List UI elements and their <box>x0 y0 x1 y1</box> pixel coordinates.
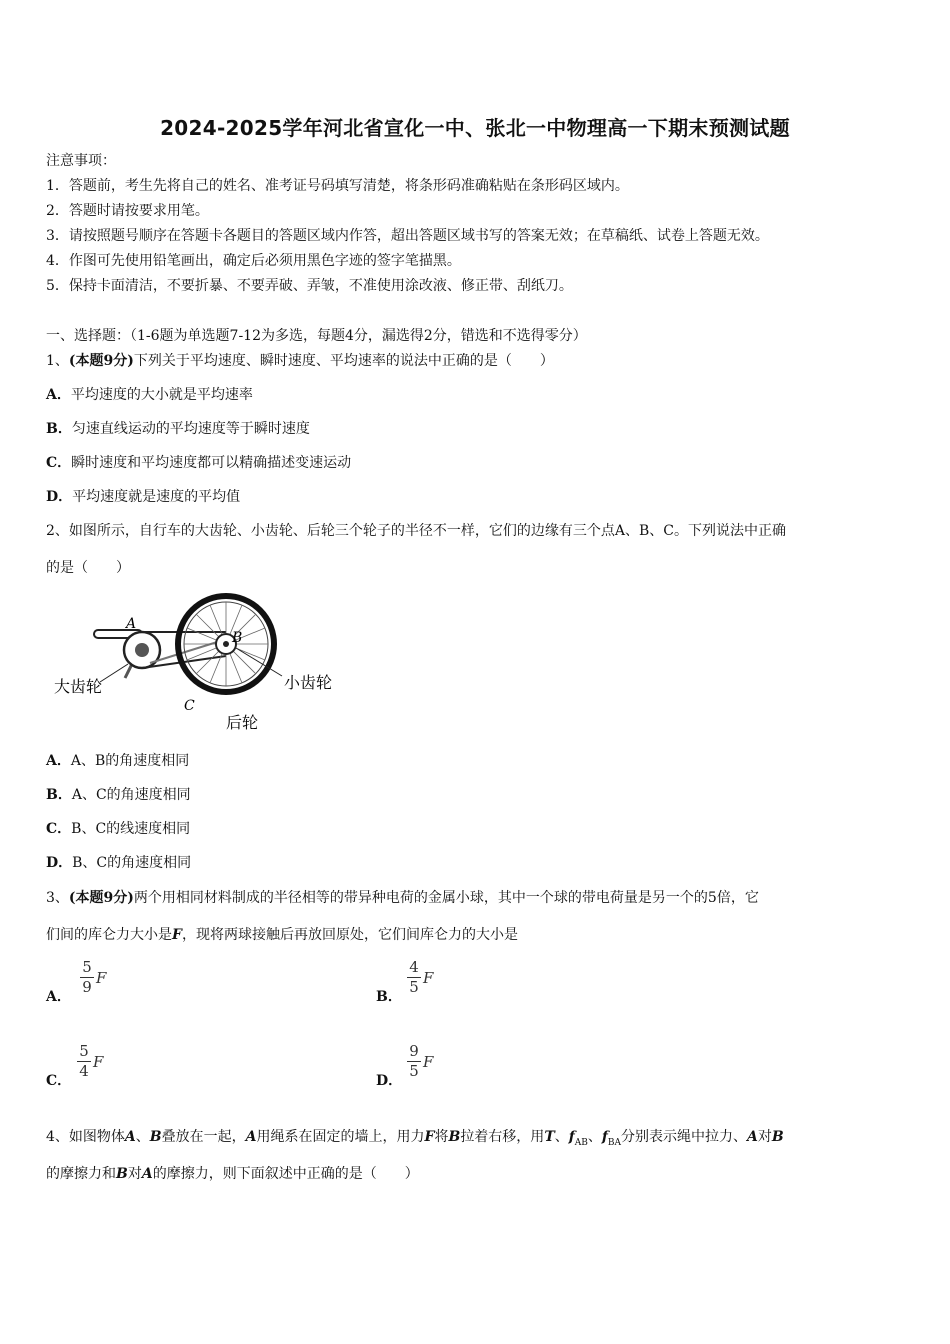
question-2-stem-cont: 的是（ ） <box>46 560 130 576</box>
question-number: 3、 <box>46 890 69 906</box>
big-gear-label: 大齿轮 <box>54 677 103 696</box>
symbol-b: B <box>116 1166 128 1182</box>
question-text: 两个用相同材料制成的半径相等的带异种电荷的金属小球，其中一个球的带电荷量是另一个的5倍，它 <box>133 890 759 906</box>
symbol-f-ab: f <box>568 1129 575 1145</box>
text: 、 <box>554 1129 569 1145</box>
question-text: 们间的库仑力大小是 <box>46 927 172 943</box>
q2-option-a[interactable] <box>46 752 189 770</box>
text: 、 <box>587 1129 602 1145</box>
question-tag: (本题9分) <box>68 890 134 906</box>
option-label: A． <box>46 753 71 769</box>
question-tag: (本题9分) <box>68 353 134 369</box>
symbol-f: F <box>424 1129 435 1145</box>
symbol-a: A <box>747 1129 758 1145</box>
denominator: 4 <box>79 1062 89 1080</box>
q3-option-c-label[interactable]: C． <box>46 1073 72 1089</box>
subscript: BA <box>607 1137 622 1148</box>
denominator: 5 <box>409 978 419 996</box>
notice-item: 5．保持卡面清洁，不要折暴、不要弄破、弄皱，不准使用涂改液、修正带、刮纸刀。 <box>46 278 573 294</box>
notice-item: 1．答题前，考生先将自己的姓名、准考证号码填写清楚，将条形码准确粘贴在条形码区域内。 <box>46 178 629 194</box>
symbol-t: T <box>544 1129 555 1145</box>
option-label: C． <box>46 455 72 471</box>
small-gear-hub <box>223 641 229 647</box>
option-label: C． <box>46 821 72 837</box>
question-2-stem: 2、如图所示，自行车的大齿轮、小齿轮、后轮三个轮子的半径不一样，它们的边缘有三个点A、B、C。下列说法中正确 <box>46 523 787 539</box>
symbol-f-ba: f <box>601 1129 608 1145</box>
question-3-stem <box>46 889 759 907</box>
q1-option-a[interactable] <box>46 386 253 404</box>
option-label: B． <box>46 787 72 803</box>
variable: F <box>93 1053 104 1071</box>
q1-option-d[interactable] <box>46 488 240 506</box>
option-text: 平均速度就是速度的平均值 <box>72 489 241 505</box>
option-text: 瞬时速度和平均速度都可以精确描述变速运动 <box>71 455 352 471</box>
option-label: B． <box>46 421 72 437</box>
symbol-b: B <box>448 1129 461 1145</box>
numerator: 4 <box>409 958 419 976</box>
text: 用绳系在固定的墙上，用力 <box>256 1129 425 1145</box>
variable: F <box>423 969 434 987</box>
point-a-label: A <box>126 616 137 632</box>
page-title: 2024-2025学年河北省宣化一中、张北一中物理高一下期末预测试题 <box>160 116 790 140</box>
numerator: 9 <box>409 1042 419 1060</box>
force-symbol: F <box>172 927 182 943</box>
big-gear-hub <box>135 643 149 657</box>
option-text: A、C的角速度相同 <box>71 787 191 803</box>
text: 拉着右移，用 <box>460 1129 545 1145</box>
numerator: 5 <box>79 1042 89 1060</box>
notice-item: 2．答题时请按要求用笔。 <box>46 203 209 219</box>
text: 叠放在一起， <box>161 1129 246 1145</box>
option-text: 平均速度的大小就是平均速率 <box>70 387 253 403</box>
text: 对 <box>127 1166 142 1182</box>
symbol-a: A <box>245 1129 257 1145</box>
variable: F <box>423 1053 434 1071</box>
section-heading: 一、选择题：（1-6题为单选题7-12为多选，每题4分，漏选得2分，错选和不选得零分） <box>46 328 587 344</box>
notice-item: 4．作图可先使用铅笔画出，确定后必须用黑色字迹的签字笔描黑。 <box>46 253 461 269</box>
question-3-stem-cont <box>46 926 518 944</box>
text: 的摩擦力和 <box>46 1166 116 1182</box>
denominator: 9 <box>82 978 92 996</box>
point-b-label: B <box>232 630 243 646</box>
notice-item: 3．请按照题号顺序在答题卡各题目的答题区域内作答，超出答题区域书写的答案无效；在草稿纸、试卷上答题无效。 <box>46 228 769 244</box>
q2-option-b[interactable] <box>46 786 191 804</box>
option-text: A、B的角速度相同 <box>70 753 190 769</box>
symbol-a: A <box>124 1129 136 1145</box>
notice-heading: 注意事项： <box>46 153 116 169</box>
question-4-stem-cont <box>46 1165 419 1183</box>
q1-option-b[interactable] <box>46 420 310 438</box>
q2-option-d[interactable] <box>46 854 191 872</box>
text: 对 <box>757 1129 772 1145</box>
q3-option-d-label[interactable]: D． <box>376 1073 403 1089</box>
numerator: 5 <box>82 958 92 976</box>
q1-option-c[interactable] <box>46 454 351 472</box>
q3-option-d-fraction[interactable] <box>407 1042 434 1080</box>
symbol-a: A <box>141 1166 153 1182</box>
subscript: AB <box>574 1137 588 1148</box>
small-gear-label: 小齿轮 <box>284 673 333 692</box>
question-text: ，现将两球接触后再放回原处，它们间库仑力的大小是 <box>181 927 518 943</box>
q3-option-c-fraction[interactable] <box>77 1042 104 1080</box>
question-text: 下列关于平均速度、瞬时速度、平均速率的说法中正确的是（ ） <box>133 353 554 369</box>
option-label: D． <box>46 855 73 871</box>
big-gear-pointer <box>100 664 128 682</box>
q2-option-c[interactable] <box>46 820 190 838</box>
text: 将 <box>434 1129 449 1145</box>
option-text: B、C的角速度相同 <box>72 855 192 871</box>
option-label: D． <box>46 489 73 505</box>
q3-option-a-label[interactable]: A． <box>46 989 71 1005</box>
q3-option-a-fraction[interactable] <box>80 958 107 996</box>
bicycle-gear-figure <box>50 588 340 734</box>
question-1-stem <box>46 352 554 370</box>
symbol-b: B <box>149 1129 162 1145</box>
q3-option-b-fraction[interactable] <box>407 958 434 996</box>
symbol-b: B <box>771 1129 784 1145</box>
q3-option-b-label[interactable]: B． <box>376 989 402 1005</box>
text: 分别表示绳中拉力、 <box>621 1129 748 1145</box>
point-c-label: C <box>184 698 195 714</box>
rear-wheel-label: 后轮 <box>226 713 259 732</box>
text: 的摩擦力，则下面叙述中正确的是（ ） <box>152 1166 419 1182</box>
text: 、 <box>135 1129 150 1145</box>
option-label: A． <box>46 387 71 403</box>
text: 4、如图物体 <box>46 1129 125 1145</box>
variable: F <box>96 969 107 987</box>
question-number: 1、 <box>46 353 69 369</box>
option-text: 匀速直线运动的平均速度等于瞬时速度 <box>71 421 310 437</box>
option-text: B、C的线速度相同 <box>71 821 191 837</box>
question-4-stem <box>46 1128 784 1152</box>
denominator: 5 <box>409 1062 419 1080</box>
